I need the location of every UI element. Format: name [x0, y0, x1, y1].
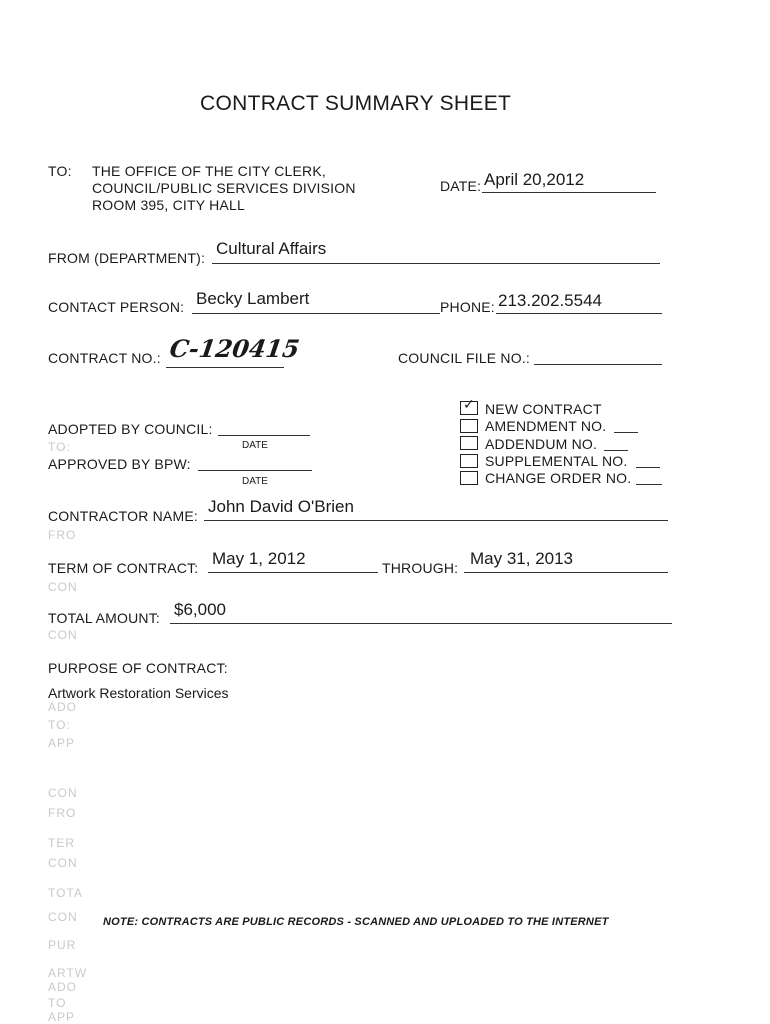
- change-order-line: [636, 484, 662, 485]
- from-line: [212, 263, 660, 264]
- approved-line: [198, 470, 312, 471]
- contract-no-value[interactable]: C-120415: [167, 334, 302, 363]
- checkbox-new-contract[interactable]: [460, 397, 478, 415]
- approved-label: APPROVED BY BPW:: [48, 456, 191, 472]
- ghost-text-16: ADO: [48, 980, 78, 994]
- checkbox-addendum[interactable]: [460, 436, 478, 450]
- adopted-date-label: DATE: [242, 440, 268, 451]
- from-value[interactable]: Cultural Affairs: [216, 239, 327, 258]
- contact-line: [192, 313, 440, 314]
- date-value[interactable]: April 20,2012: [484, 170, 585, 189]
- ghost-text-15: ARTW: [48, 966, 88, 980]
- total-line: [170, 623, 672, 624]
- ghost-text-14: PUR: [48, 938, 77, 952]
- term-end-line: [464, 572, 668, 573]
- page-title: CONTRACT SUMMARY SHEET: [200, 92, 512, 115]
- to-line-2: COUNCIL/PUBLIC SERVICES DIVISION: [92, 180, 356, 196]
- checkbox-supplemental[interactable]: [460, 454, 478, 468]
- ghost-text-12: TOTA: [48, 886, 83, 900]
- purpose-label: PURPOSE OF CONTRACT:: [48, 660, 228, 676]
- checkbox-label-supplemental: SUPPLEMENTAL NO.: [485, 453, 628, 469]
- approved-date-label: DATE: [242, 476, 268, 487]
- phone-value[interactable]: 213.202.5544: [498, 291, 602, 310]
- contact-value[interactable]: Becky Lambert: [196, 289, 310, 308]
- checkbox-label-new-contract: NEW CONTRACT: [485, 401, 602, 417]
- through-label: THROUGH:: [382, 560, 459, 576]
- adopted-label: ADOPTED BY COUNCIL:: [48, 421, 213, 437]
- term-start-line: [208, 572, 378, 573]
- ghost-text-13: CON: [48, 910, 78, 924]
- checkbox-change-order[interactable]: [460, 471, 478, 485]
- term-start-value[interactable]: May 1, 2012: [212, 549, 306, 568]
- checkbox-label-amendment: AMENDMENT NO.: [485, 418, 607, 434]
- ghost-text-17: TO: [48, 996, 67, 1010]
- ghost-text-7: APP: [48, 736, 76, 750]
- checkbox-label-change-order: CHANGE ORDER NO.: [485, 470, 632, 486]
- to-line-3: ROOM 395, CITY HALL: [92, 197, 245, 213]
- date-label: DATE:: [440, 178, 482, 194]
- checkbox-label-addendum: ADDENDUM NO.: [485, 436, 598, 452]
- public-records-note: NOTE: CONTRACTS ARE PUBLIC RECORDS - SCANNED AND UPLOADED TO THE INTERNET: [103, 916, 609, 928]
- contractor-value[interactable]: John David O'Brien: [208, 497, 354, 516]
- ghost-text-3: CON: [48, 580, 78, 594]
- ghost-text-11: CON: [48, 856, 78, 870]
- ghost-text-18: APP: [48, 1010, 76, 1024]
- council-file-label: COUNCIL FILE NO.:: [398, 350, 531, 366]
- phone-line: [496, 313, 662, 314]
- term-end-value[interactable]: May 31, 2013: [470, 549, 574, 568]
- ghost-text-1: TO:: [48, 440, 71, 454]
- total-value[interactable]: $6,000: [174, 600, 226, 619]
- ghost-text-9: FRO: [48, 806, 77, 820]
- amendment-line: [614, 432, 638, 433]
- ghost-text-5: ADO: [48, 700, 78, 714]
- to-line-1: THE OFFICE OF THE CITY CLERK,: [92, 163, 326, 179]
- total-label: TOTAL AMOUNT:: [48, 610, 161, 626]
- ghost-text-10: TER: [48, 836, 75, 850]
- addendum-line: [604, 450, 628, 451]
- supplemental-line: [636, 467, 660, 468]
- contractor-label: CONTRACTOR NAME:: [48, 508, 198, 524]
- ghost-text-4: CON: [48, 628, 78, 642]
- contract-no-label: CONTRACT NO.:: [48, 350, 161, 366]
- phone-label: PHONE:: [440, 299, 495, 315]
- term-label: TERM OF CONTRACT:: [48, 560, 199, 576]
- contact-label: CONTACT PERSON:: [48, 299, 185, 315]
- ghost-text-8: CON: [48, 786, 78, 800]
- date-line: [482, 192, 656, 193]
- purpose-value[interactable]: Artwork Restoration Services: [48, 685, 229, 701]
- contract-no-line: [166, 367, 284, 368]
- to-label: TO:: [48, 163, 72, 179]
- contractor-line: [204, 520, 668, 521]
- adopted-line: [218, 435, 310, 436]
- checkbox-amendment[interactable]: [460, 419, 478, 433]
- ghost-text-6: TO:: [48, 718, 71, 732]
- from-label: FROM (DEPARTMENT):: [48, 250, 206, 266]
- council-file-line: [534, 364, 662, 365]
- ghost-text-2: FRO: [48, 528, 77, 542]
- checkmark-icon: ✓: [463, 397, 475, 413]
